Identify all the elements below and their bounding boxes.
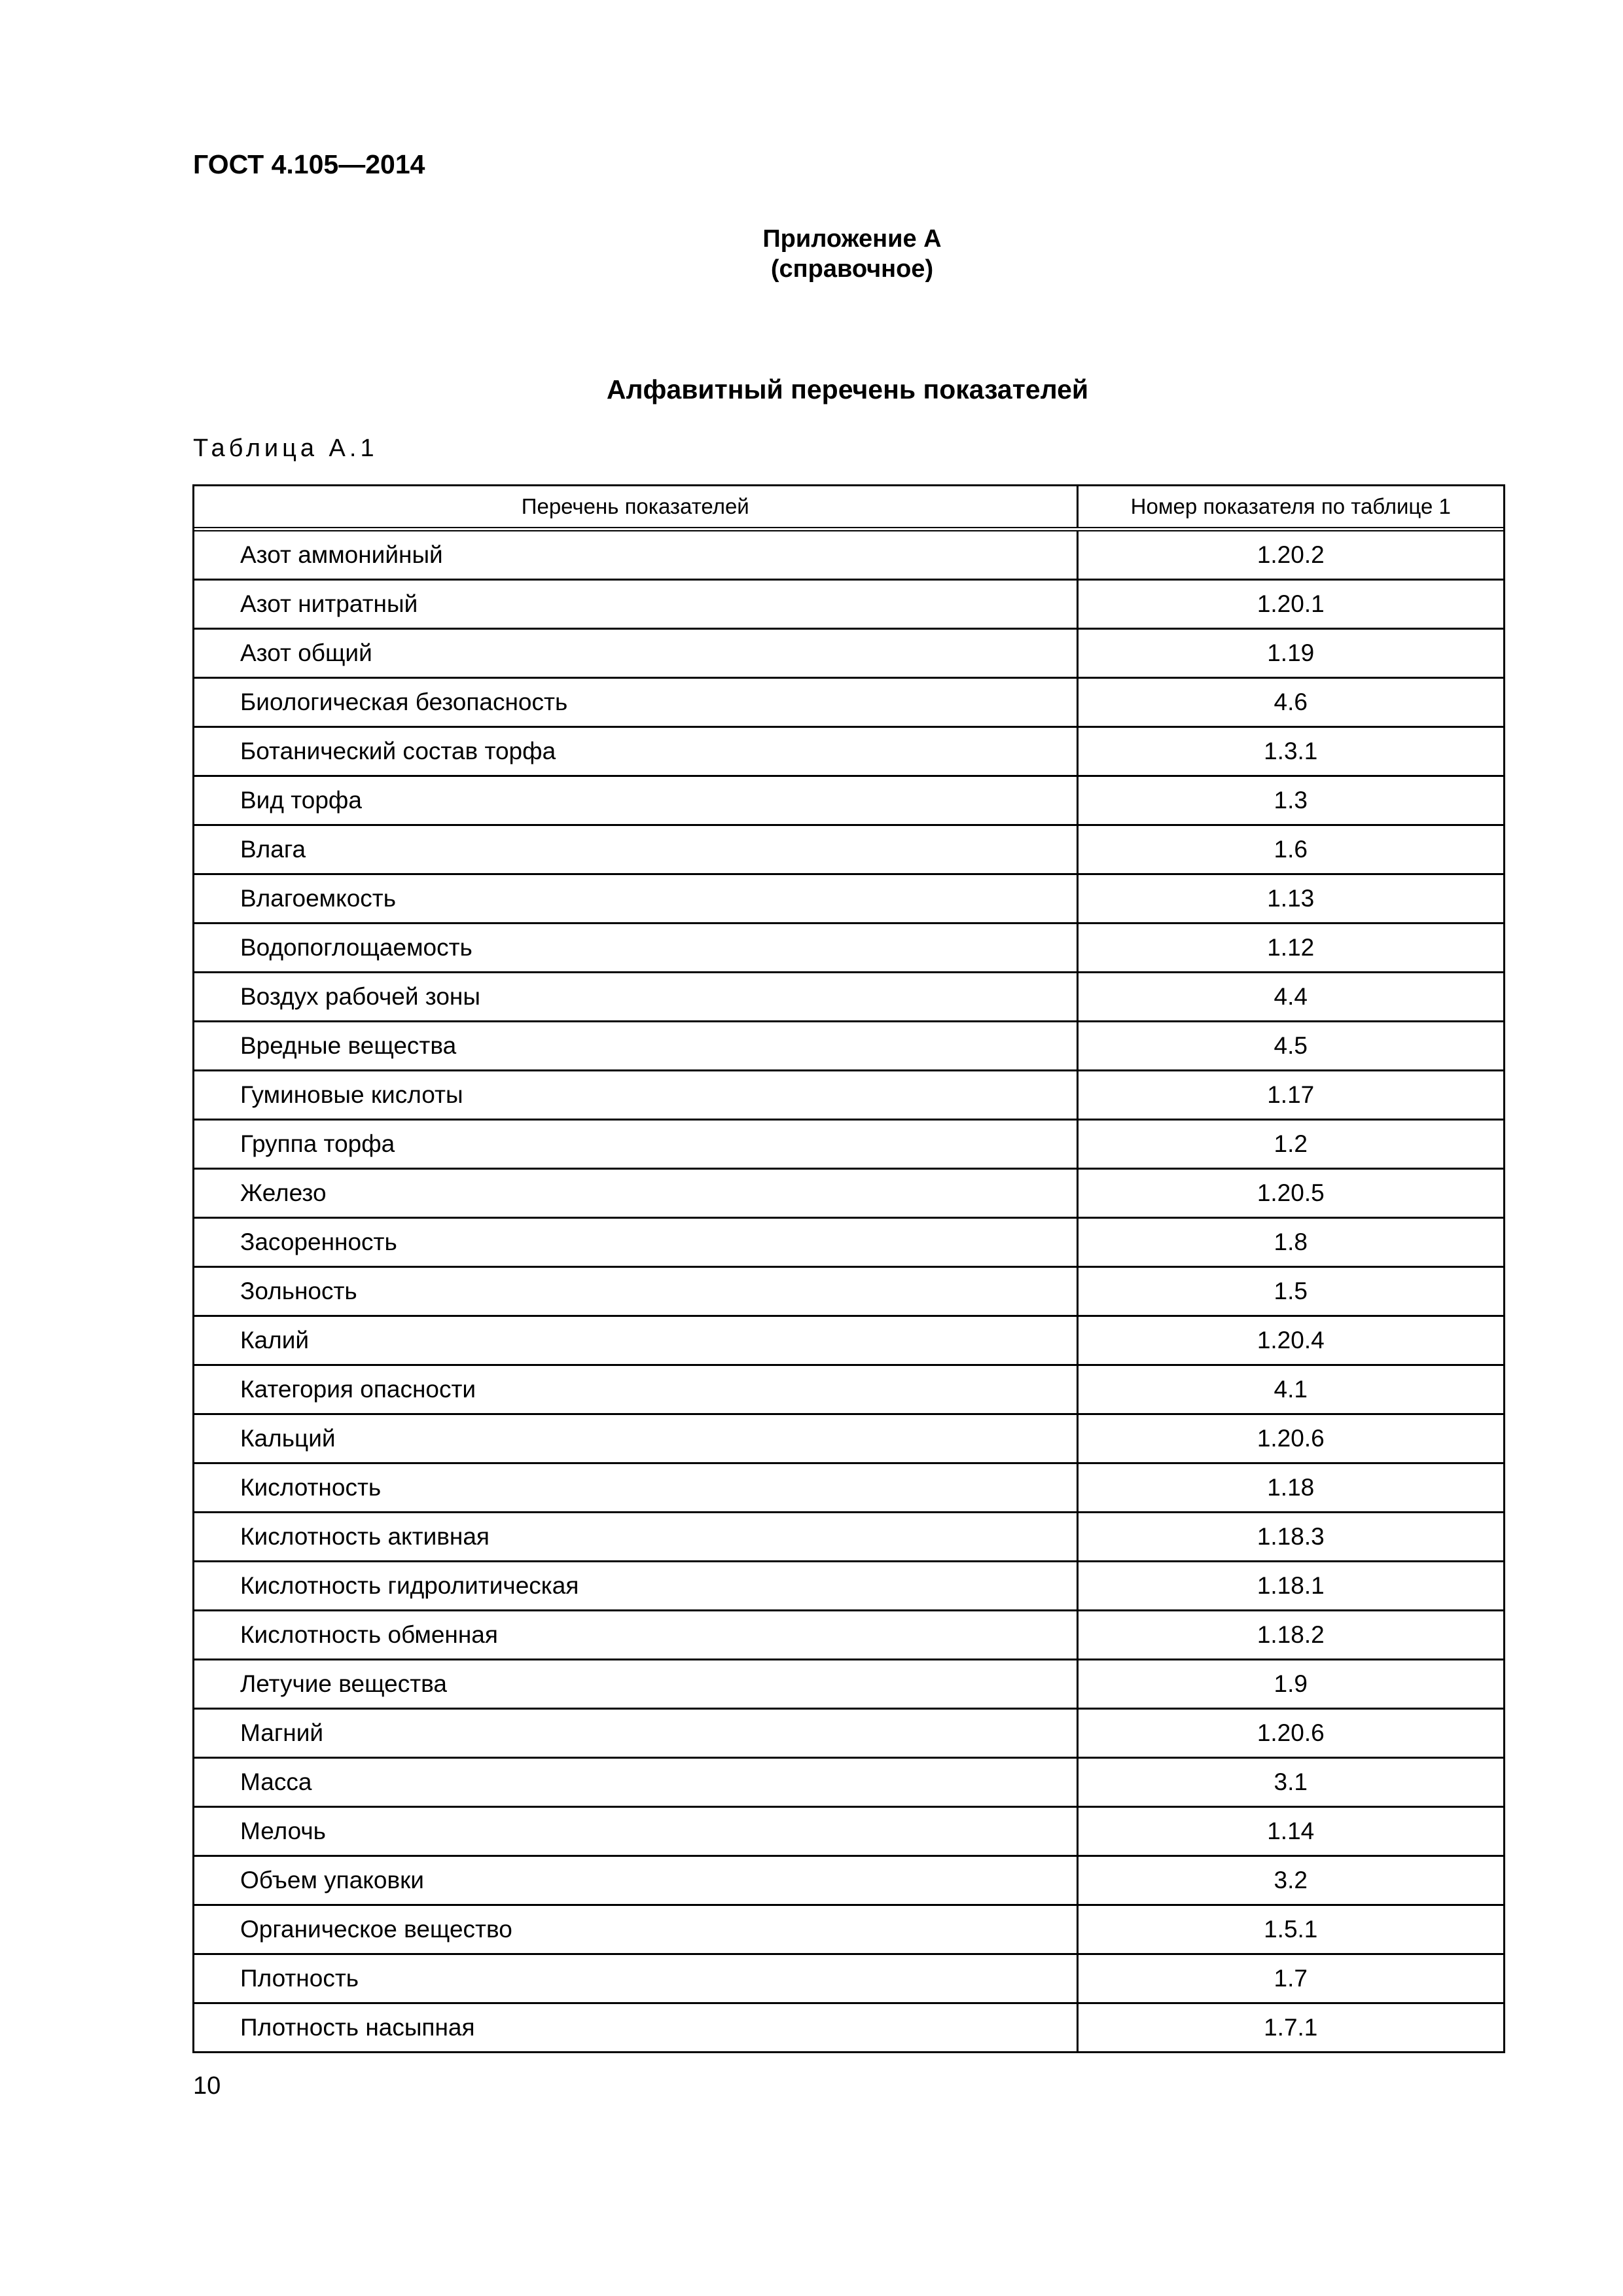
- indicator-number: 4.5: [1077, 1022, 1503, 1071]
- indicator-name: Водопоглощаемость: [194, 924, 1077, 973]
- indicator-number: 1.18.2: [1077, 1611, 1503, 1660]
- table-row: [194, 1218, 1503, 1267]
- table-row: [194, 1954, 1503, 2003]
- indicator-name: Масса: [194, 1758, 1077, 1807]
- indicator-name: Влага: [194, 825, 1077, 874]
- indicator-number: 1.20.4: [1077, 1316, 1503, 1365]
- indicator-number: 1.18.3: [1077, 1513, 1503, 1562]
- appendix-title: Приложение А: [762, 225, 942, 253]
- table-row: [194, 1660, 1503, 1709]
- table-header-row: [194, 486, 1503, 529]
- indicator-number: 1.3: [1077, 776, 1503, 825]
- indicator-number: 4.1: [1077, 1365, 1503, 1414]
- indicator-name: Гуминовые кислоты: [194, 1071, 1077, 1120]
- table-row: [194, 874, 1503, 924]
- table-row: [194, 1267, 1503, 1316]
- indicator-name: Засоренность: [194, 1218, 1077, 1267]
- indicator-number: 1.20.2: [1257, 541, 1325, 568]
- table-body: [194, 529, 1503, 2052]
- page-number: 10: [193, 2072, 221, 2100]
- table-row: [194, 1905, 1503, 1954]
- table-row: [194, 1169, 1503, 1218]
- indicator-number: 1.19: [1077, 629, 1503, 678]
- indicators-table-grid: [194, 486, 1503, 2051]
- table-row: [194, 1463, 1503, 1513]
- indicator-number: 1.5: [1077, 1267, 1503, 1316]
- table-row: [194, 1758, 1503, 1807]
- indicator-number: 1.13: [1077, 874, 1503, 924]
- indicator-number: 1.7.1: [1077, 2003, 1503, 2052]
- table-row: [194, 629, 1503, 678]
- table-row: [194, 1807, 1503, 1856]
- indicator-number: 1.6: [1077, 825, 1503, 874]
- indicator-name: Кислотность обменная: [194, 1611, 1077, 1660]
- indicator-name: Органическое вещество: [194, 1905, 1077, 1954]
- indicator-name: Воздух рабочей зоны: [194, 973, 1077, 1022]
- indicator-number: 1.12: [1077, 924, 1503, 973]
- indicator-number: 1.9: [1077, 1660, 1503, 1709]
- indicator-number: 1.7: [1077, 1954, 1503, 2003]
- indicator-name: Летучие вещества: [194, 1660, 1077, 1709]
- indicator-name: Кислотность активная: [194, 1513, 1077, 1562]
- indicator-name: Магний: [194, 1709, 1077, 1758]
- table-row: [194, 1316, 1503, 1365]
- table-row: [194, 1120, 1503, 1169]
- indicator-name: Группа торфа: [194, 1120, 1077, 1169]
- table-row: [194, 924, 1503, 973]
- indicator-name: Азот нитратный: [194, 580, 1077, 629]
- indicator-name: Плотность: [194, 1954, 1077, 2003]
- indicator-name: Мелочь: [194, 1807, 1077, 1856]
- indicator-name: Биологическая безопасность: [194, 678, 1077, 727]
- indicator-name: Кальций: [194, 1414, 1077, 1463]
- table-header: [194, 486, 1503, 529]
- table-row: [194, 1611, 1503, 1660]
- appendix-heading: [757, 224, 947, 284]
- indicator-name: Зольность: [194, 1267, 1077, 1316]
- indicator-number: 1.20.1: [1077, 580, 1503, 629]
- column-header-number: Номер показателя по таблице 1: [1077, 486, 1503, 529]
- indicator-name: Калий: [194, 1316, 1077, 1365]
- indicator-name: Плотность насыпная: [194, 2003, 1077, 2052]
- indicator-name: Влагоемкость: [194, 874, 1077, 924]
- indicator-number: 1.2: [1077, 1120, 1503, 1169]
- table-row: [194, 1513, 1503, 1562]
- table-row: [194, 678, 1503, 727]
- table-label: Таблица А.1: [193, 435, 378, 462]
- table-row: [194, 1365, 1503, 1414]
- indicator-number: 1.14: [1077, 1807, 1503, 1856]
- indicator-number: 1.18: [1077, 1463, 1503, 1513]
- indicator-number: 1.17: [1077, 1071, 1503, 1120]
- indicator-name: Железо: [194, 1169, 1077, 1218]
- column-header-indicator: Перечень показателей: [194, 486, 1077, 529]
- table-row: [194, 1856, 1503, 1905]
- table-row: [194, 727, 1503, 776]
- indicator-number: 1.5.1: [1077, 1905, 1503, 1954]
- document-code: ГОСТ 4.105—2014: [193, 149, 425, 179]
- table-row: [194, 973, 1503, 1022]
- indicator-name: Вид торфа: [194, 776, 1077, 825]
- indicator-name: Кислотность гидролитическая: [194, 1562, 1077, 1611]
- indicator-number: 1.8: [1077, 1218, 1503, 1267]
- indicator-name: Ботанический состав торфа: [194, 727, 1077, 776]
- table-row: [194, 1071, 1503, 1120]
- indicator-number: 3.2: [1077, 1856, 1503, 1905]
- table-row: [194, 1022, 1503, 1071]
- indicator-number: 4.4: [1077, 973, 1503, 1022]
- indicator-name: Азот общий: [194, 629, 1077, 678]
- indicator-number: 1.18.1: [1077, 1562, 1503, 1611]
- indicator-name: Категория опасности: [194, 1365, 1077, 1414]
- indicator-name: Азот аммонийный: [194, 529, 1077, 580]
- table-row: [194, 1562, 1503, 1611]
- table-row: [194, 529, 1503, 580]
- indicator-name: Объем упаковки: [194, 1856, 1077, 1905]
- indicator-number: 4.6: [1077, 678, 1503, 727]
- indicator-name: Вредные вещества: [194, 1022, 1077, 1071]
- indicator-number: 1.20.6: [1077, 1414, 1503, 1463]
- table-row: [194, 2003, 1503, 2052]
- table-row: [194, 580, 1503, 629]
- indicator-number: 1.20.5: [1077, 1169, 1503, 1218]
- section-title: Алфавитный перечень показателей: [606, 374, 1089, 404]
- indicator-number: 3.1: [1077, 1758, 1503, 1807]
- appendix-type: (справочное): [770, 255, 934, 283]
- table-row: [194, 1414, 1503, 1463]
- indicator-name: Кислотность: [194, 1463, 1077, 1513]
- indicator-number: 1.3.1: [1077, 727, 1503, 776]
- table-row: [194, 1709, 1503, 1758]
- indicator-number: 1.20.6: [1077, 1709, 1503, 1758]
- table-row: [194, 776, 1503, 825]
- table-row: [194, 825, 1503, 874]
- indicators-table: [192, 484, 1505, 2053]
